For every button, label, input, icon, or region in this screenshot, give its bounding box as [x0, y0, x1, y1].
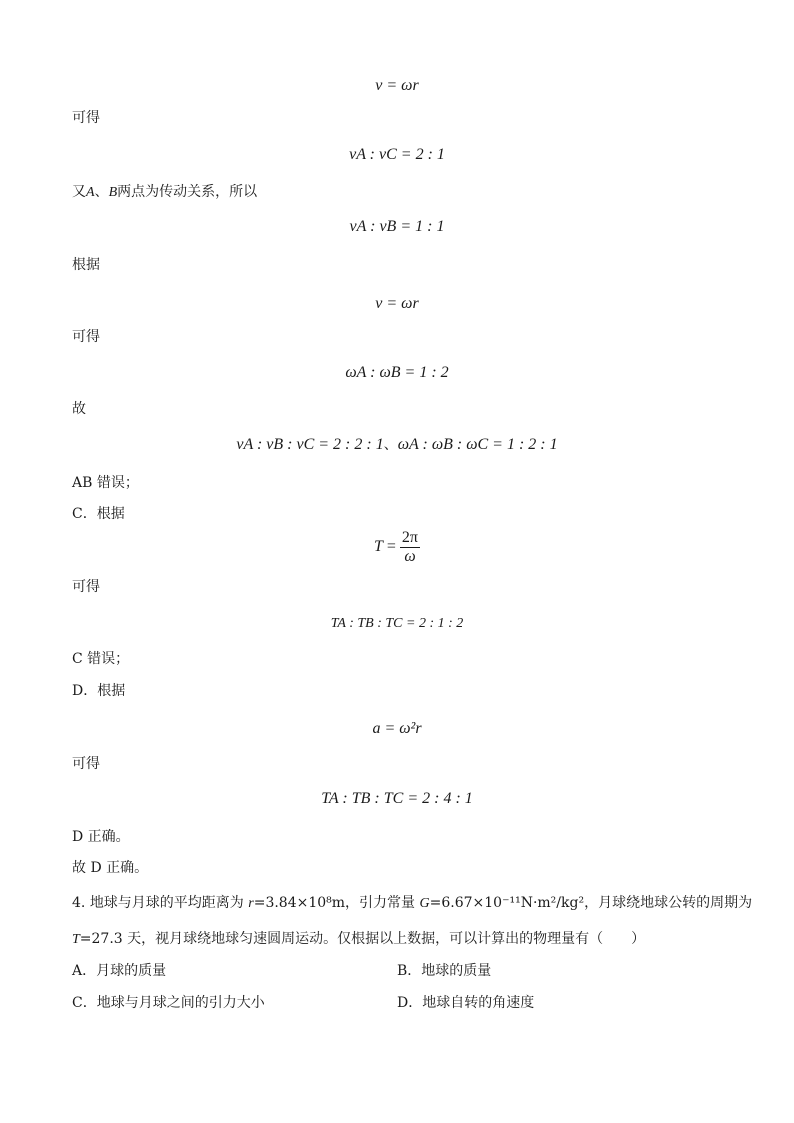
fraction-2pi-over-omega: $\frac{2\pi}{\omega}$ — [401, 529, 418, 565]
question-4-line-2: T=27.3 天，视月球绕地球匀速圆周运动。仅根据以上数据，可以计算出的物理量有（ ） — [72, 931, 646, 947]
text-kede-3: 可得 — [72, 579, 100, 595]
equation-combined-ratios: vA : vB : vC = 2 : 2 : 1、ωA : ωB : ωC = 1 : 2 : 1 — [236, 436, 558, 453]
equation-period-formula: T = $\frac{2\pi}{\omega}$ — [373, 529, 418, 565]
option-d[interactable]: D．地球自转的角速度 — [397, 995, 535, 1011]
option-c[interactable]: C．地球与月球之间的引力大小 — [72, 995, 265, 1011]
equation-omegaA-omegaB-ratio: ωA : ωB = 1 : 2 — [345, 364, 449, 381]
text-transmission-relation: 又A、B两点为传动关系，所以 — [72, 184, 258, 200]
option-b[interactable]: B．地球的质量 — [397, 963, 492, 979]
text-so-d-correct: 故 D 正确。 — [72, 860, 149, 876]
text-gu: 故 — [72, 401, 86, 417]
text-kede-2: 可得 — [72, 329, 100, 345]
text-d-basis: D．根据 — [72, 683, 126, 699]
text-ab-wrong: AB 错误； — [72, 475, 139, 491]
question-number: 4. — [72, 895, 86, 911]
question-4-line-1: 4. 地球与月球的平均距离为 r=3.84×10⁸m，引力常量 G=6.67×10⁻¹¹N·m²/kg²，月球绕地球公转的周期为 — [72, 895, 753, 911]
text-d-correct: D 正确。 — [72, 829, 130, 845]
equation-centripetal-acceleration: a = ω²r — [372, 720, 422, 737]
equation-vA-vC-ratio: vA : vC = 2 : 1 — [349, 146, 445, 163]
option-a[interactable]: A．月球的质量 — [72, 963, 167, 979]
equation-v-omega-r: v = ωr — [375, 77, 419, 94]
text-kede-1: 可得 — [72, 110, 100, 126]
text-c-wrong: C 错误； — [72, 651, 130, 667]
equation-TA-TB-TC-241: TA : TB : TC = 2 : 4 : 1 — [321, 790, 473, 807]
text-c-basis: C．根据 — [72, 506, 125, 522]
text-genju-1: 根据 — [72, 257, 100, 273]
equation-TA-TB-TC-212: TA : TB : TC = 2 : 1 : 2 — [330, 616, 464, 631]
text-kede-4: 可得 — [72, 756, 100, 772]
equation-vA-vB-ratio: vA : vB = 1 : 1 — [349, 218, 445, 235]
equation-v-omega-r-2: v = ωr — [375, 295, 419, 312]
